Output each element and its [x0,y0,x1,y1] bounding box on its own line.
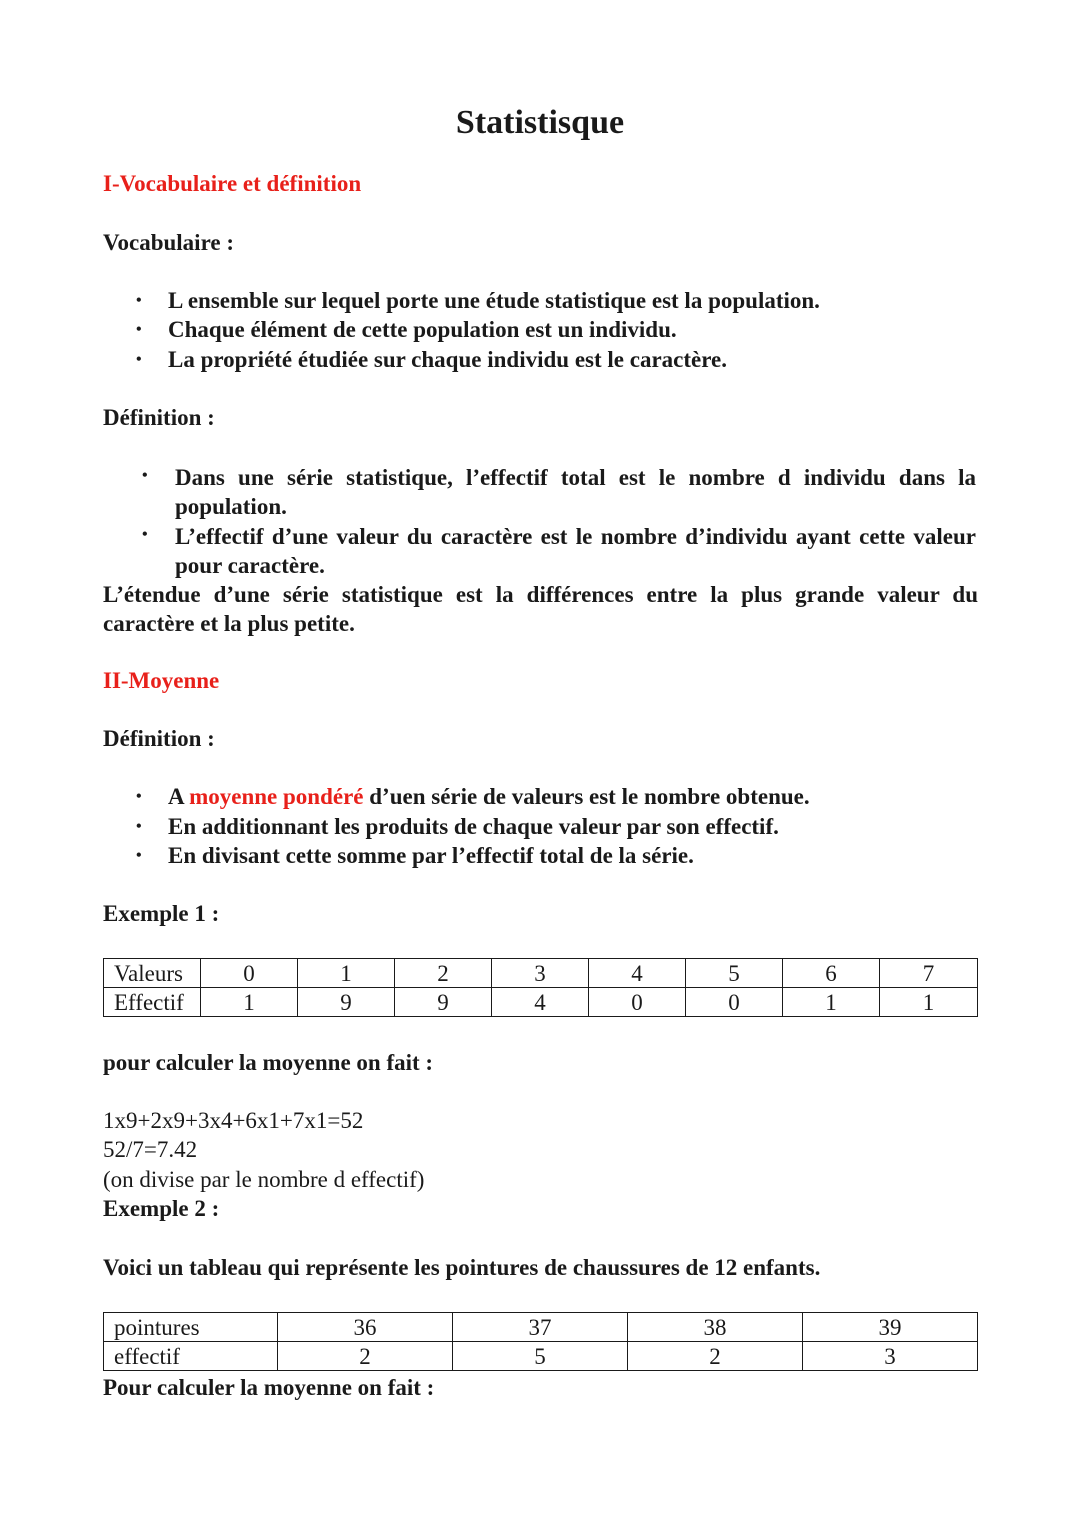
table-cell: 1 [880,988,978,1017]
vocabulaire-label: Vocabulaire : [103,230,234,255]
moyenne-ponderee-term: moyenne pondéré [189,784,364,809]
list-item: Chaque élément de cette population est un individu. [168,317,677,342]
table-cell: 0 [589,988,686,1017]
table-cell: 2 [628,1342,803,1371]
exemple2-intro: Voici un tableau qui représente les pointures de chaussures de 12 enfants. [103,1255,821,1280]
bullet-icon: • [136,321,142,338]
table-cell: 2 [395,959,492,988]
table-header-cell: Valeurs [104,959,201,988]
bullet-icon: • [136,351,142,368]
table-header-cell: effectif [104,1342,278,1371]
definition-label: Définition : [103,405,215,430]
list-item: L ensemble sur lequel porte une étude statistique est la population. [168,288,820,313]
table-row [104,1313,978,1342]
moyenne-suffix: d’uen série de valeurs est le nombre obtenue. [369,784,810,809]
list-item [168,784,810,810]
table-cell: 9 [298,988,395,1017]
table-cell: 4 [589,959,686,988]
table-header-cell: Effectif [104,988,201,1017]
table-cell: 1 [783,988,880,1017]
table-cell: 2 [278,1342,453,1371]
table-cell: 3 [803,1342,978,1371]
moyenne-definition-label: Définition : [103,726,215,751]
calcul-intro: pour calculer la moyenne on fait : [103,1050,434,1075]
table-cell: 3 [492,959,589,988]
bullet-icon: • [136,847,142,864]
table-row [104,988,978,1017]
exemple1-label: Exemple 1 : [103,901,220,926]
calcul-intro-2: Pour calculer la moyenne on fait : [103,1375,435,1400]
calcul-line-2: 52/7=7.42 [103,1137,198,1162]
exemple1-table [103,958,978,1017]
bullet-icon: • [136,292,142,309]
list-item: Dans une série statistique, l’effectif total est le nombre d individu dans la population. [175,465,976,519]
list-item: En additionnant les produits de chaque valeur par son effectif. [168,814,779,839]
table-cell: 6 [783,959,880,988]
table-row [104,959,978,988]
table-cell: 7 [880,959,978,988]
exemple2-table [103,1312,978,1371]
table-cell: 37 [453,1313,628,1342]
exemple2-label: Exemple 2 : [103,1196,220,1221]
bullet-icon: • [136,818,142,835]
page-title: Statistisque [455,104,625,141]
table-cell: 36 [278,1313,453,1342]
table-cell: 9 [395,988,492,1017]
bullet-icon: • [136,788,142,805]
section-heading-vocabulaire: I-Vocabulaire et définition [103,171,362,196]
table-cell: 0 [201,959,298,988]
table-cell: 4 [492,988,589,1017]
table-cell: 1 [201,988,298,1017]
table-cell: 39 [803,1313,978,1342]
table-cell: 5 [686,959,783,988]
list-item: L’effectif d’une valeur du caractère est le nombre d’individu ayant cette valeur pour caractère. [175,524,976,578]
list-item: En divisant cette somme par l’effectif total de la série. [168,843,694,868]
list-item: La propriété étudiée sur chaque individu est le caractère. [168,347,727,372]
calcul-line-3: (on divise par le nombre d effectif) [103,1167,425,1192]
bullet-icon: • [142,526,148,543]
table-cell: 1 [298,959,395,988]
moyenne-prefix: A [168,784,184,809]
table-cell: 38 [628,1313,803,1342]
calcul-line-1: 1x9+2x9+3x4+6x1+7x1=52 [103,1108,364,1133]
table-cell: 5 [453,1342,628,1371]
table-row [104,1342,978,1371]
section-heading-moyenne: II-Moyenne [103,668,220,693]
bullet-icon: • [142,467,148,484]
etendue-paragraph: L’étendue d’une série statistique est la différences entre la plus grande valeur du caractère et la plus petite. [103,582,978,636]
table-header-cell: pointures [104,1313,278,1342]
table-cell: 0 [686,988,783,1017]
